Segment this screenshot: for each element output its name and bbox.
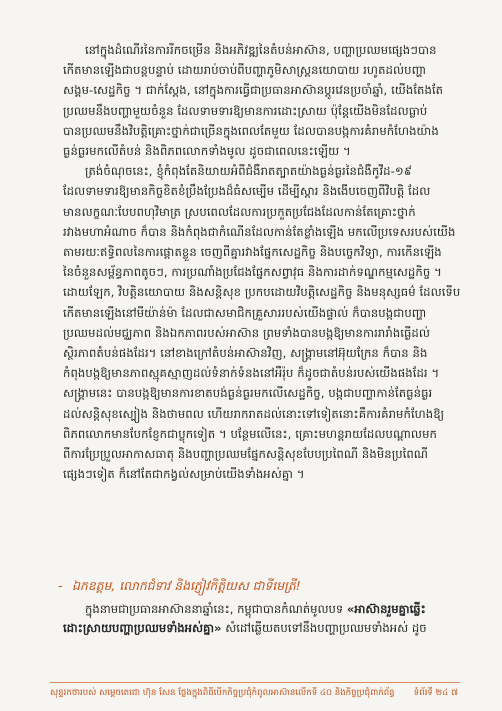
text-line: ត្រង់ចំណុចនេះ, ខ្ញុំកំពុងតែនិយាយអំពីជំងឺរាតត្បាតយ៉ាងធ្ងន់ធ្ងរនៃជំងឺកូវីដ-១៩ [85,164,413,179]
text-line: សង្គ្រាមនេះ បានបង្កឱ្យមានការខាតបង់ធ្ងន់ធ្ងរមកលើសេដ្ឋកិច្ច, បង្កជាបញ្ហាកាន់តែធ្ងន់ធ្ងរ [63,386,433,401]
document-body [63,40,463,484]
theme-part-2: ដោះស្រាយបញ្ហាប្រឈមទាំងអស់គ្នា» [63,621,222,635]
paragraph-1 [63,40,463,161]
text-line: ដែលទាមទារឱ្យមានកិច្ចខិតខំប្រឹងប្រែងដ៏ធំសម្បើម ដើម្បីស្តារ និងងើបចេញពីវិបត្តិ ដែល [63,184,431,199]
heading-dash-icon: - [58,578,63,593]
page-footer [50,686,460,700]
text-line: ធ្ងន់ធ្ងរមកលើតំបន់ និងពិភពលោកទាំងមូល ដូចជាពេលនេះឡើយ ។ [63,144,351,159]
text-line [63,619,463,638]
text-line: រវាងមហាអំណាច ក៏បាន និងកំពុងជាកំណើនដែលកាន់តែខ្លាំងឡើង មកលើប្រទេសរបស់យើង [63,224,456,239]
theme-part-1: «អាស៊ានរួមគ្នាឆ្លើះ [346,602,426,616]
paragraph-2 [63,161,463,484]
text-line: ពីការប្រែប្រួលអាកាសធាតុ និងបញ្ហាប្រឈមផ្នែកសន្តិសុខបែបប្រពៃណី និងមិនប្រពៃណី [63,447,429,462]
text-line: ពិភពលោកមានបែកខ្ញែកជាប្លុកទៀត ។ បន្ថែមលើនេះ, គ្រោះមហន្តរាយដែលបណ្តាលមក [63,426,437,441]
section-heading [58,576,458,596]
paragraph-3-prefix: ក្នុងនាមជាប្រធានអាស៊ាននាឆ្នាំនេះ, កម្ពុជាបានកំណត់មូលបទ [85,602,347,616]
text-line: សង្គម-សេដ្ឋកិច្ច ។ ជាក់ស្តែង, នៅក្នុងការធ្វើជាប្រធានអាស៊ានប្តូរវេនប្រចាំឆ្នាំ, យើងតែងតែ [63,83,444,98]
text-line: ដល់សន្តិសុខស្បៀង និងថាមពល ហើយរាករាតដល់នោះទៅទៀតនោះគឺការគំរាមកំហែងឱ្យ [63,406,445,421]
text-line: ប្រឈមដល់មជ្ឈភាព និងឯកភាពរបស់អាស៊ាន ព្រមទាំងបានបង្កឱ្យមានការរារាំងធ្ងើដល់ [63,325,431,340]
text-line: កំពុងបង្កឱ្យមានភាពស្មុគស្មាញដល់ទំនាក់ទំនងនៅអឺរ៉ុប ក៏ដូចជាតំបន់របស់យើងផងដែរ ។ [63,366,440,381]
paragraph-3-suffix: សំដៅឆ្លើយតបទៅនឹងបញ្ហាប្រឈមទាំងអស់ ដូច [221,621,427,635]
footer-divider [50,682,460,683]
footer-source: សុន្ទរកថារបស់ សម្តេចតេជោ ហ៊ុន សែន ថ្លែងក្នុងពិធីបើកកិច្ចប្រជុំកំពូលអាស៊ានលើកទី ៤០ និងកិច្ចប្រជុំពាក់ព័ន្ធ [50,688,395,698]
text-line [63,600,463,619]
text-line: ដោយឡែក, វិបត្តិនយោបាយ និងសន្តិសុខ ប្រកបដោយវិបត្តិសេដ្ឋកិច្ច និងមនុស្សធម៌ ដែលទើប [63,285,461,300]
text-line: តាមរយៈឥទ្ធិពលនៃការផ្តោតខ្លួន ចេញពីគ្នារវាងផ្នែកសេដ្ឋកិច្ច និងបច្ចេកវិទ្យា, ការកើនឡើង [63,245,442,260]
text-line: នៅក្នុងដំណើរនៃការរីកចម្រើន និងអភិវឌ្ឍនៃតំបន់អាស៊ាន, បញ្ហាប្រឈមផ្សេងៗបាន [85,43,437,57]
text-line: កើតមានឡើងនៅមីយ៉ាន់ម៉ា ដែលជាសមាជិកគ្រួសាររបស់យើងផ្ទាល់ ក៏បានបង្កជាបញ្ហា [63,305,427,320]
heading-text: ឯកឧត្តម, លោកជំទាវ និងភ្ញៀវកិត្តិយស ជាទីមេត្រី! [72,578,301,593]
text-line: កើតមានឡើងជាបន្តបន្ទាប់ ដោយរាប់ចាប់ពីបញ្ហាភូមិសាស្ត្រនយោបាយ រហូតដល់បញ្ហា [63,63,427,78]
page-number: ទំព័រទី ២៤ ៧ [413,688,458,698]
text-line: មានលក្ខណៈបែបពហុវិមាត្រ ស្របពេលដែលការប្រកួតប្រជែងដែលកាន់តែគ្រោះថ្នាក់ [63,204,416,219]
text-line: ប្រឈមនឹងបញ្ហាមួយចំនួន ដែលទាមទារឱ្យមានការដោះស្រាយ ប៉ុន្តែយើងមិនដែលធ្លាប់ [63,103,428,118]
text-line: បានប្រឈមនឹងវិបត្តិគ្រោះថ្នាក់ជាច្រើនក្នុងពេលតែមួយ ដែលបានបង្កការគំរាមកំហែងយ៉ាង [63,123,439,138]
text-line: ផ្សេងៗទៀត ក៏នៅតែជាកង្វល់សម្រាប់យើងទាំងអស់គ្នា ។ [63,467,305,482]
text-line: ស្ថិរភាពតំបន់ផងដែរ។ នៅខាងក្រៅតំបន់អាស៊ានវិញ, សង្គ្រាមនៅអ៊ុយក្រែន ក៏បាន និង [63,346,428,361]
paragraph-3 [63,600,463,638]
text-line: នៃចំនួនសម្ព័ន្ធភាពតូចៗ, ការប្រណាំងប្រជែងផ្នែកសព្វាវុធ និងការដាក់ទណ្ឌកម្មសេដ្ឋកិច្ច ។ [63,265,442,280]
